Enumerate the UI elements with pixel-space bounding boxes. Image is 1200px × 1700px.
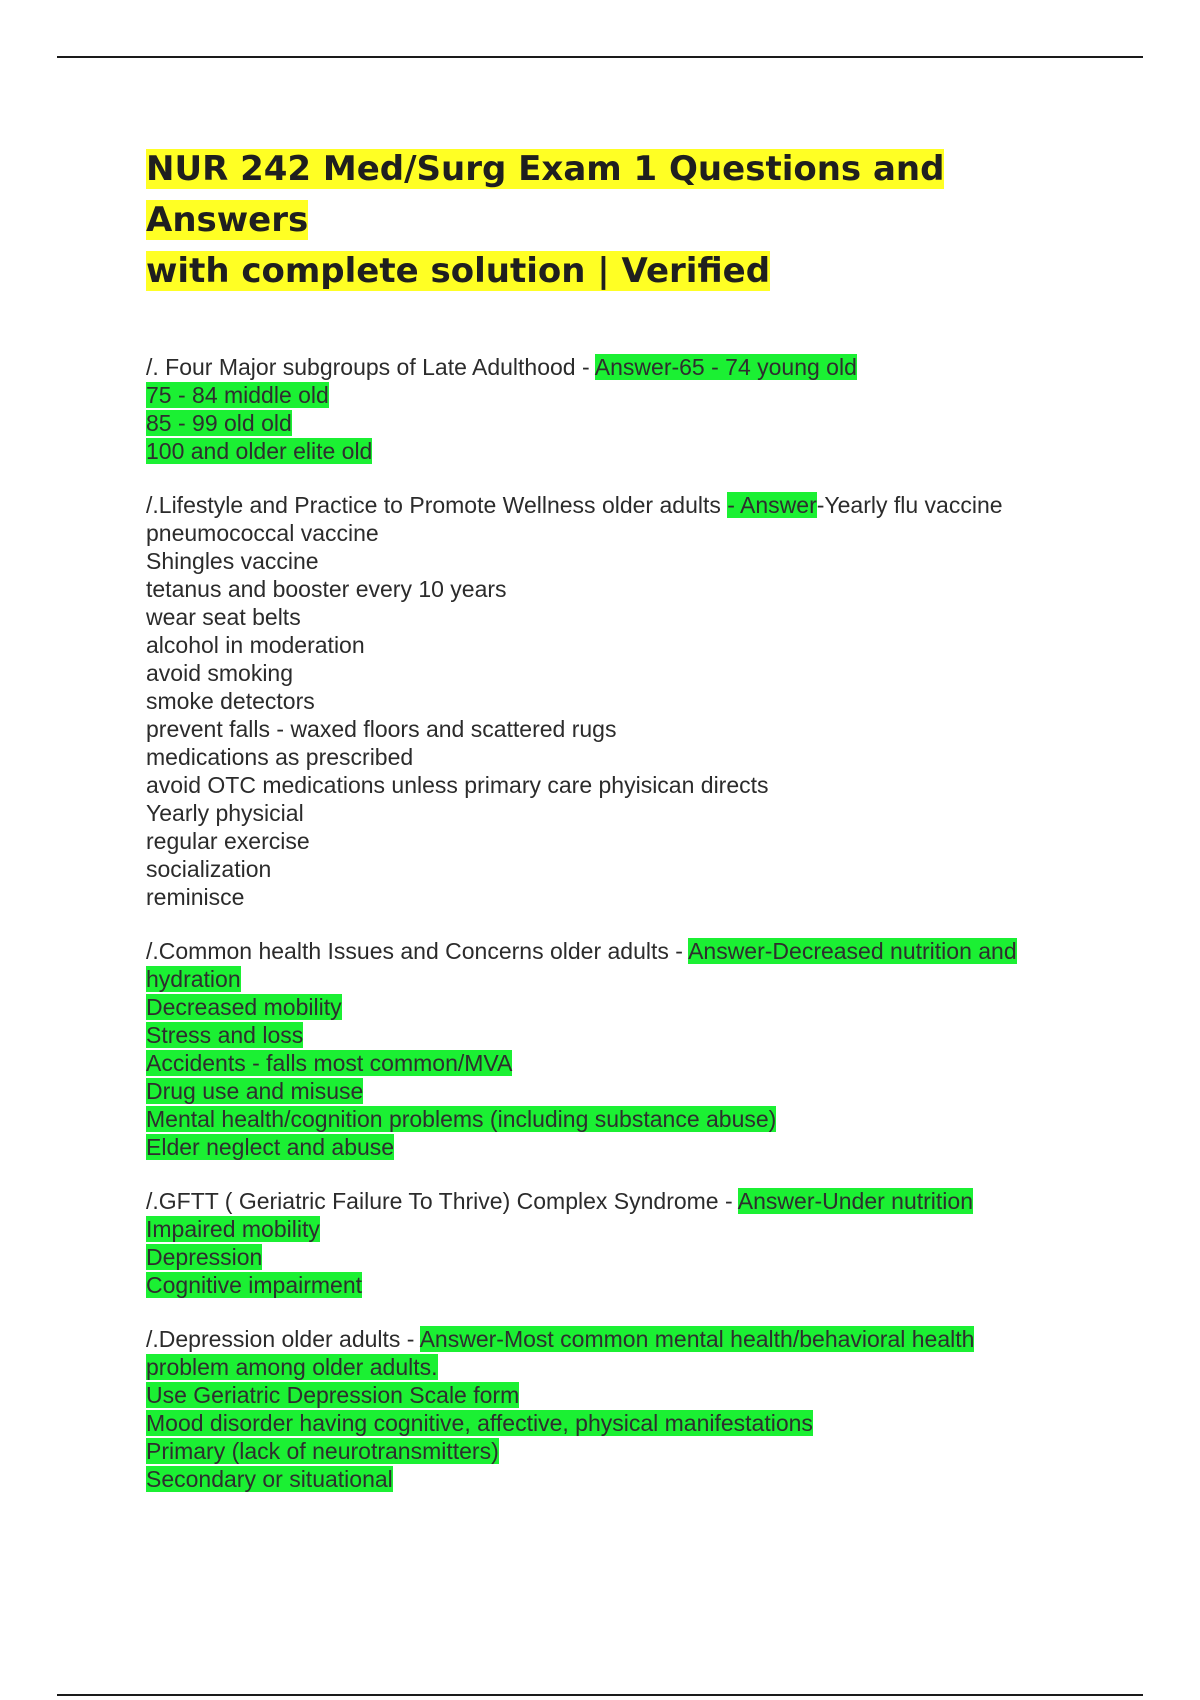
answer-line: avoid smoking [146,660,294,686]
answer-line: prevent falls - waxed floors and scattered rugs [146,716,617,742]
answer-line: Depression [146,1244,263,1270]
answer-line: alcohol in moderation [146,632,365,658]
answer-line: Drug use and misuse [146,1078,364,1104]
bottom-rule [57,1694,1143,1696]
answer-line: Yearly physicial [146,800,304,826]
answer-line: 85 - 99 old old [146,410,292,436]
top-rule [57,56,1143,58]
document-body [146,144,1076,1519]
answer-line: Mood disorder having cognitive, affective, physical manifestations [146,1410,813,1436]
answer-text: -Yearly flu vaccine [816,492,1003,518]
answer-line: Accidents - falls most common/MVA [146,1050,513,1076]
answer-line: Mental health/cognition problems (including substance abuse) [146,1106,777,1132]
answer-line: 100 and older elite old [146,438,373,464]
qa-item-late-adulthood [146,353,1076,465]
answer-line: Primary (lack of neurotransmitters) [146,1438,499,1464]
answer-line: Elder neglect and abuse [146,1134,395,1160]
answer-line: 75 - 84 middle old [146,382,329,408]
answer-line: reminisce [146,884,245,910]
answer-line: smoke detectors [146,688,315,714]
question-text: /.Lifestyle and Practice to Promote Wellness older adults [146,492,728,518]
answer-line: Use Geriatric Depression Scale form [146,1382,520,1408]
answer-line: regular exercise [146,828,310,854]
answer-line: Decreased mobility [146,994,342,1020]
answer-text: Answer-65 - 74 young old [594,354,857,380]
answer-line: Impaired mobility [146,1216,320,1242]
title-line-2: with complete solution | Verified [146,251,771,291]
question-text: /.GFTT ( Geriatric Failure To Thrive) Complex Syndrome - [146,1188,738,1214]
answer-line: Shingles vaccine [146,548,319,574]
qa-item-health-issues [146,937,1076,1161]
answer-line: hydration [146,966,241,992]
qa-item-wellness [146,491,1076,911]
answer-marker: - Answer [727,492,817,518]
document-title [146,144,1076,297]
answer-line: tetanus and booster every 10 years [146,576,507,602]
answer-line: Stress and loss [146,1022,304,1048]
answer-text: Answer-Decreased nutrition and [688,938,1017,964]
answer-text: Answer-Under nutrition [737,1188,973,1214]
answer-text: Answer-Most common mental health/behavioral health [419,1326,975,1352]
answer-line: pneumococcal vaccine [146,520,379,546]
answer-line: Cognitive impairment [146,1272,363,1298]
qa-item-depression [146,1325,1076,1493]
answer-line: socialization [146,856,272,882]
answer-line: Secondary or situational [146,1466,393,1492]
question-text: /.Depression older adults - [146,1326,420,1352]
answer-line: medications as prescribed [146,744,414,770]
answer-line: wear seat belts [146,604,301,630]
title-line-1: NUR 242 Med/Surg Exam 1 Questions and Answers [146,149,945,240]
qa-item-gftt [146,1187,1076,1299]
question-text: /. Four Major subgroups of Late Adulthood - [146,354,595,380]
answer-line: problem among older adults. [146,1354,438,1380]
answer-line: avoid OTC medications unless primary care phyisican directs [146,772,769,798]
question-text: /.Common health Issues and Concerns older adults - [146,938,689,964]
